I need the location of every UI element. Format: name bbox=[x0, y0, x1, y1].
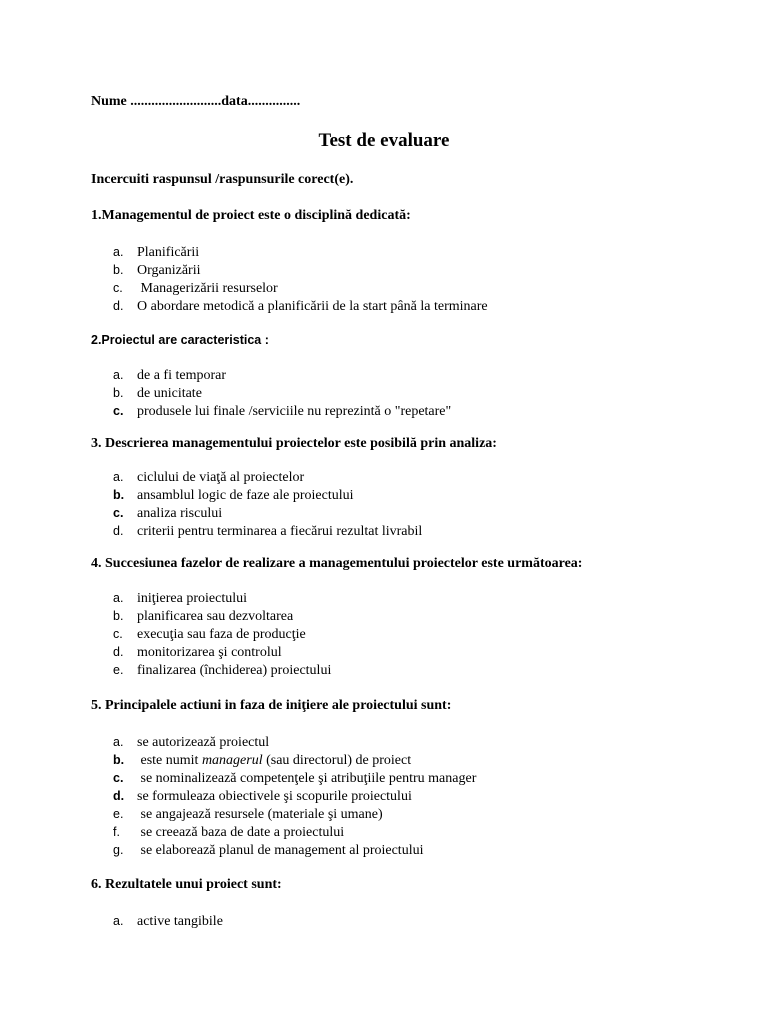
option-5c bbox=[113, 769, 476, 787]
option-text: se angajează resursele (materiale şi umane) bbox=[137, 807, 383, 822]
option-5a bbox=[113, 733, 476, 751]
option-text: produsele lui finale /serviciile nu reprezintă o "repetare" bbox=[137, 404, 452, 419]
page-title: Test de evaluare bbox=[318, 130, 450, 151]
option-letter: e. bbox=[113, 807, 124, 821]
option-letter: c. bbox=[113, 281, 123, 295]
option-text: O abordare metodică a planificării de la start până la terminare bbox=[137, 299, 488, 314]
option-4e bbox=[113, 661, 331, 679]
option-letter: d. bbox=[113, 524, 124, 538]
option-text: se autorizează proiectul bbox=[137, 735, 270, 750]
option-text: analiza riscului bbox=[137, 506, 223, 521]
option-text: Managerizării resurselor bbox=[137, 281, 278, 296]
option-letter: a. bbox=[113, 470, 124, 484]
option-5g bbox=[113, 841, 476, 859]
option-3c bbox=[113, 504, 422, 522]
option-letter: c. bbox=[113, 404, 124, 418]
name-date-line: Nume ..........................data............... bbox=[91, 94, 301, 109]
option-1a bbox=[113, 243, 488, 261]
option-letter: a. bbox=[113, 735, 124, 749]
option-letter: a. bbox=[113, 245, 124, 259]
option-5f bbox=[113, 823, 476, 841]
option-text: de unicitate bbox=[137, 386, 202, 401]
option-4d bbox=[113, 643, 331, 661]
option-letter: c. bbox=[113, 627, 123, 641]
option-text: se formuleaza obiectivele şi scopurile proiectului bbox=[137, 789, 412, 804]
option-letter: b. bbox=[113, 753, 125, 767]
option-letter: d. bbox=[113, 645, 124, 659]
option-letter: b. bbox=[113, 488, 125, 502]
option-text-pre: este numit bbox=[137, 753, 202, 768]
option-text: active tangibile bbox=[137, 914, 223, 929]
option-2a bbox=[113, 366, 451, 384]
option-5b bbox=[113, 751, 476, 769]
question-1-options bbox=[113, 243, 488, 315]
option-letter: b. bbox=[113, 609, 124, 623]
instructions: Incercuiti raspunsul /raspunsurile corect(e). bbox=[91, 172, 354, 187]
option-text: se nominalizează competenţele şi atribuţiile pentru manager bbox=[137, 771, 477, 786]
option-4a bbox=[113, 589, 331, 607]
option-letter: d. bbox=[113, 789, 125, 803]
option-letter: f. bbox=[113, 825, 120, 839]
option-text: execuţia sau faza de producţie bbox=[137, 627, 306, 642]
option-letter: a. bbox=[113, 368, 124, 382]
option-text: iniţierea proiectului bbox=[137, 591, 248, 606]
question-4-options bbox=[113, 589, 331, 679]
option-6a bbox=[113, 912, 223, 930]
option-4b bbox=[113, 607, 331, 625]
option-text-post: (sau directorul) de proiect bbox=[262, 753, 412, 768]
option-2c bbox=[113, 402, 451, 420]
option-text: se elaborează planul de management al proiectului bbox=[137, 843, 424, 858]
question-5: 5. Principalele actiuni in faza de iniţiere ale proiectului sunt: bbox=[91, 698, 452, 713]
option-text: Organizării bbox=[137, 263, 201, 278]
option-5e bbox=[113, 805, 476, 823]
option-text: finalizarea (închiderea) proiectului bbox=[137, 663, 332, 678]
option-text: de a fi temporar bbox=[137, 368, 227, 383]
option-text: ciclului de viaţă al proiectelor bbox=[137, 470, 305, 485]
question-6: 6. Rezultatele unui proiect sunt: bbox=[91, 877, 282, 892]
question-3: 3. Descrierea managementului proiectelor este posibilă prin analiza: bbox=[91, 436, 497, 451]
option-3d bbox=[113, 522, 422, 540]
question-6-options bbox=[113, 912, 223, 930]
option-letter: g. bbox=[113, 843, 124, 857]
option-2b bbox=[113, 384, 451, 402]
question-5-options bbox=[113, 733, 476, 859]
option-letter: c. bbox=[113, 506, 124, 520]
option-letter: d. bbox=[113, 299, 124, 313]
option-text-italic: managerul bbox=[201, 753, 263, 768]
option-letter: e. bbox=[113, 663, 124, 677]
option-text: criterii pentru terminarea a fiecărui rezultat livrabil bbox=[137, 524, 423, 539]
option-3a bbox=[113, 468, 422, 486]
option-1c bbox=[113, 279, 488, 297]
question-2: 2.Proiectul are caracteristica : bbox=[91, 333, 269, 347]
option-letter: a. bbox=[113, 591, 124, 605]
question-4: 4. Succesiunea fazelor de realizare a managementului proiectelor este următoarea: bbox=[91, 556, 583, 571]
option-3b bbox=[113, 486, 422, 504]
option-text: monitorizarea şi controlul bbox=[137, 645, 282, 660]
option-text: planificarea sau dezvoltarea bbox=[137, 609, 294, 624]
option-letter: c. bbox=[113, 771, 124, 785]
option-4c bbox=[113, 625, 331, 643]
option-1d bbox=[113, 297, 488, 315]
option-5d bbox=[113, 787, 476, 805]
option-text: ansamblul logic de faze ale proiectului bbox=[137, 488, 354, 503]
option-1b bbox=[113, 261, 488, 279]
option-letter: a. bbox=[113, 914, 124, 928]
question-2-options bbox=[113, 366, 451, 420]
option-text: Planificării bbox=[137, 245, 200, 260]
option-letter: b. bbox=[113, 263, 124, 277]
option-text: se creează baza de date a proiectului bbox=[137, 825, 345, 840]
question-1: 1.Managementul de proiect este o disciplină dedicată: bbox=[91, 208, 411, 223]
option-letter: b. bbox=[113, 386, 124, 400]
question-3-options bbox=[113, 468, 422, 540]
